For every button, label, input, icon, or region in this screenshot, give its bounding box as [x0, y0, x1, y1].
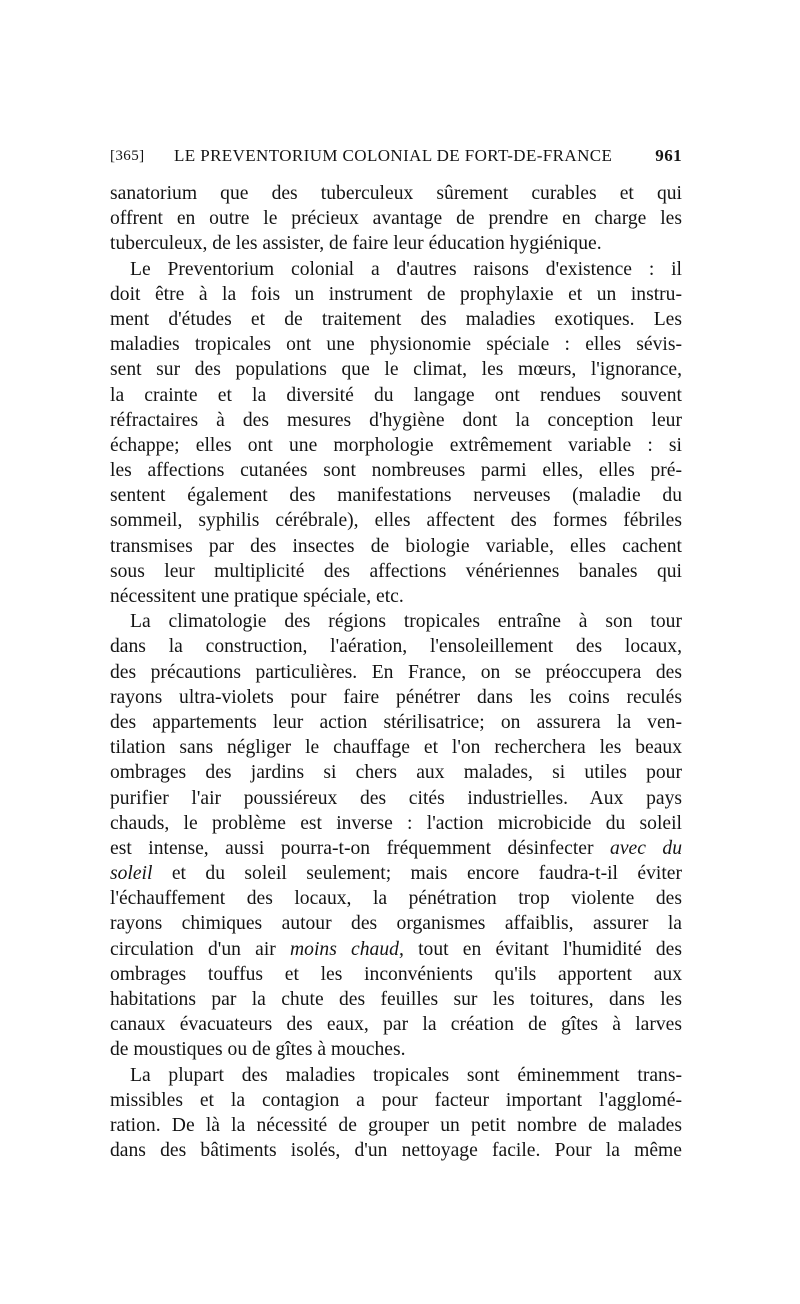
running-title: LE PREVENTORIUM COLONIAL DE FORT-DE-FRANCE [174, 146, 613, 165]
text-line: les affections cutanées sont nombreuses parmi elles, elles pré- [110, 460, 682, 482]
text-fragment: est intense, aussi pourra-t-on fréquemment désinfecter [110, 837, 594, 859]
text-line [110, 861, 682, 886]
text-line: dans des bâtiments isolés, d'un nettoyage facile. Pour la même [110, 1140, 682, 1162]
text-line: tilation sans négliger le chauffage et l'on recherchera les beaux [110, 737, 682, 759]
text-line: ration. De là la nécessité de grouper un petit nombre de malades [110, 1114, 682, 1136]
text-line [110, 836, 682, 861]
text-line: sent sur des populations que le climat, les mœurs, l'ignorance, [110, 359, 682, 381]
text-line: échappe; elles ont une morphologie extrêmement variable : si [110, 434, 682, 456]
text-line: sanatorium que des tuberculeux sûrement curables et qui [110, 183, 682, 204]
running-header [110, 146, 682, 174]
text-line: La plupart des maladies tropicales sont éminemment trans- [130, 1064, 682, 1086]
text-line: Le Preventorium colonial a d'autres raisons d'existence : il [130, 258, 682, 280]
text-line: ment d'études et de traitement des maladies exotiques. Les [110, 308, 682, 330]
text-line: réfractaires à des mesures d'hygiène dont la conception leur [110, 409, 682, 431]
text-line: dans la construction, l'aération, l'ensoleillement des locaux, [110, 636, 682, 658]
text-line: ombrages touffus et les inconvénients qu'ils apportent aux [110, 963, 682, 985]
text-line: maladies tropicales ont une physionomie spéciale : elles sévis- [110, 334, 682, 356]
text-line [110, 937, 682, 962]
text-line: purifier l'air poussiéreux des cités industrielles. Aux pays [110, 787, 682, 809]
text-line: de moustiques ou de gîtes à mouches. [110, 1039, 406, 1061]
text-line: canaux évacuateurs des eaux, par la création de gîtes à larves [110, 1014, 682, 1036]
text-fragment: circulation d'un air [110, 938, 276, 960]
text-line: des précautions particulières. En France, on se préoccupera des [110, 661, 682, 683]
text-line: transmises par des insectes de biologie variable, elles cachent [110, 535, 682, 557]
text-line: rayons chimiques autour des organismes affaiblis, assurer la [110, 913, 682, 935]
text-line: nécessitent une pratique spéciale, etc. [110, 586, 404, 607]
text-line: La climatologie des régions tropicales entraîne à son tour [130, 611, 682, 633]
page-number: 961 [655, 146, 682, 165]
text-line: rayons ultra-violets pour faire pénétrer dans les coins reculés [110, 686, 682, 708]
text-line: offrent en outre le précieux avantage de prendre en charge les [110, 208, 682, 230]
text-line: l'échauffement des locaux, la pénétration trop violente des [110, 888, 682, 910]
italic-fragment: avec du [610, 837, 682, 859]
text-line: sentent également des manifestations nerveuses (maladie du [110, 485, 682, 507]
text-line: sous leur multiplicité des affections vénériennes banales qui [110, 560, 682, 582]
body-text [110, 181, 682, 1163]
bracket-page-number: [365] [110, 148, 145, 164]
text-line: ombrages des jardins si chers aux malades, si utiles pour [110, 762, 682, 784]
text-line: doit être à la fois un instrument de prophylaxie et un instru- [110, 283, 682, 305]
text-line: habitations par la chute des feuilles sur les toitures, dans les [110, 989, 682, 1010]
text-line: des appartements leur action stérilisatrice; on assurera la ven- [110, 711, 682, 733]
italic-fragment: moins chaud, [290, 938, 404, 960]
text-line: la crainte et la diversité du langage ont rendues souvent [110, 384, 682, 406]
text-fragment: et du soleil seulement; mais encore faudra-t-il éviter [171, 863, 682, 885]
text-line: tuberculeux, de les assister, de faire leur éducation hygiénique. [110, 233, 602, 255]
text-line: missibles et la contagion a pour facteur important l'agglomé- [110, 1089, 682, 1111]
text-line: sommeil, syphilis cérébrale), elles affectent des formes fébriles [110, 510, 682, 532]
text-line: chauds, le problème est inverse : l'action microbicide du soleil [110, 812, 682, 834]
italic-fragment: soleil [110, 863, 153, 885]
text-fragment: tout en évitant l'humidité des [418, 938, 682, 960]
